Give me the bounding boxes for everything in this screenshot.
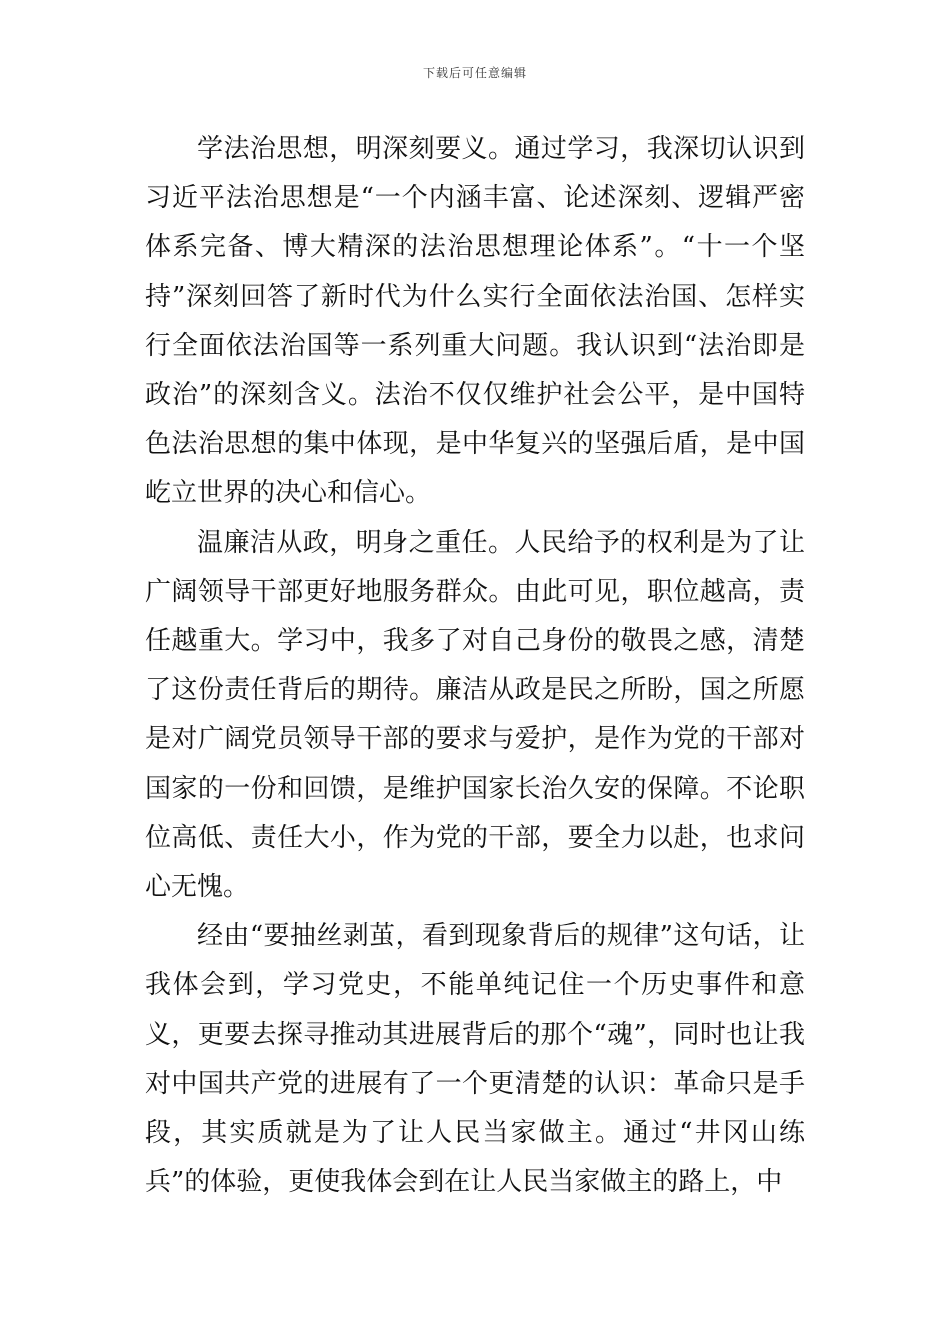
- page-header: 下载后可任意编辑: [422, 66, 527, 80]
- document-body: [145, 125, 805, 1207]
- paragraph-3: 经由“要抽丝剥茧，看到现象背后的规律”这句话，让我体会到，学习党史，不能单纯记住一个历史事件和意义，更要去探寻推动其进展背后的那个“魂”，同时也让我对中国共产党的进展有了一个更清楚的认识：革命只是手段，其实质就是为了让人民当家做主。通过“井冈山练兵”的体验，更使我体会到在让人民当家做主的路上，中: [145, 921, 805, 1198]
- paragraph-1: 学法治思想，明深刻要义。通过学习，我深切认识到习近平法治思想是“一个内涵丰富、论述深刻、逻辑严密体系完备、博大精深的法治思想理论体系”。“十一个坚持”深刻回答了新时代为什么实行全面依法治国、怎样实行全面依法治国等一系列重大问题。我认识到“法治即是政治”的深刻含义。法治不仅仅维护社会公平，是中国特色法治思想的集中体现，是中华复兴的坚强后盾，是中国屹立世界的决心和信心。: [145, 134, 805, 509]
- paragraph-2: 温廉洁从政，明身之重任。人民给予的权利是为了让广阔领导干部更好地服务群众。由此可见，职位越高，责任越重大。学习中，我多了对自己身份的敬畏之感，清楚了这份责任背后的期待。廉洁从政是民之所盼，国之所愿是对广阔党员领导干部的要求与爱护，是作为党的干部对国家的一份和回馈，是维护国家长治久安的保障。不论职位高低、责任大小，作为党的干部，要全力以赴，也求问心无愧。: [145, 527, 805, 903]
